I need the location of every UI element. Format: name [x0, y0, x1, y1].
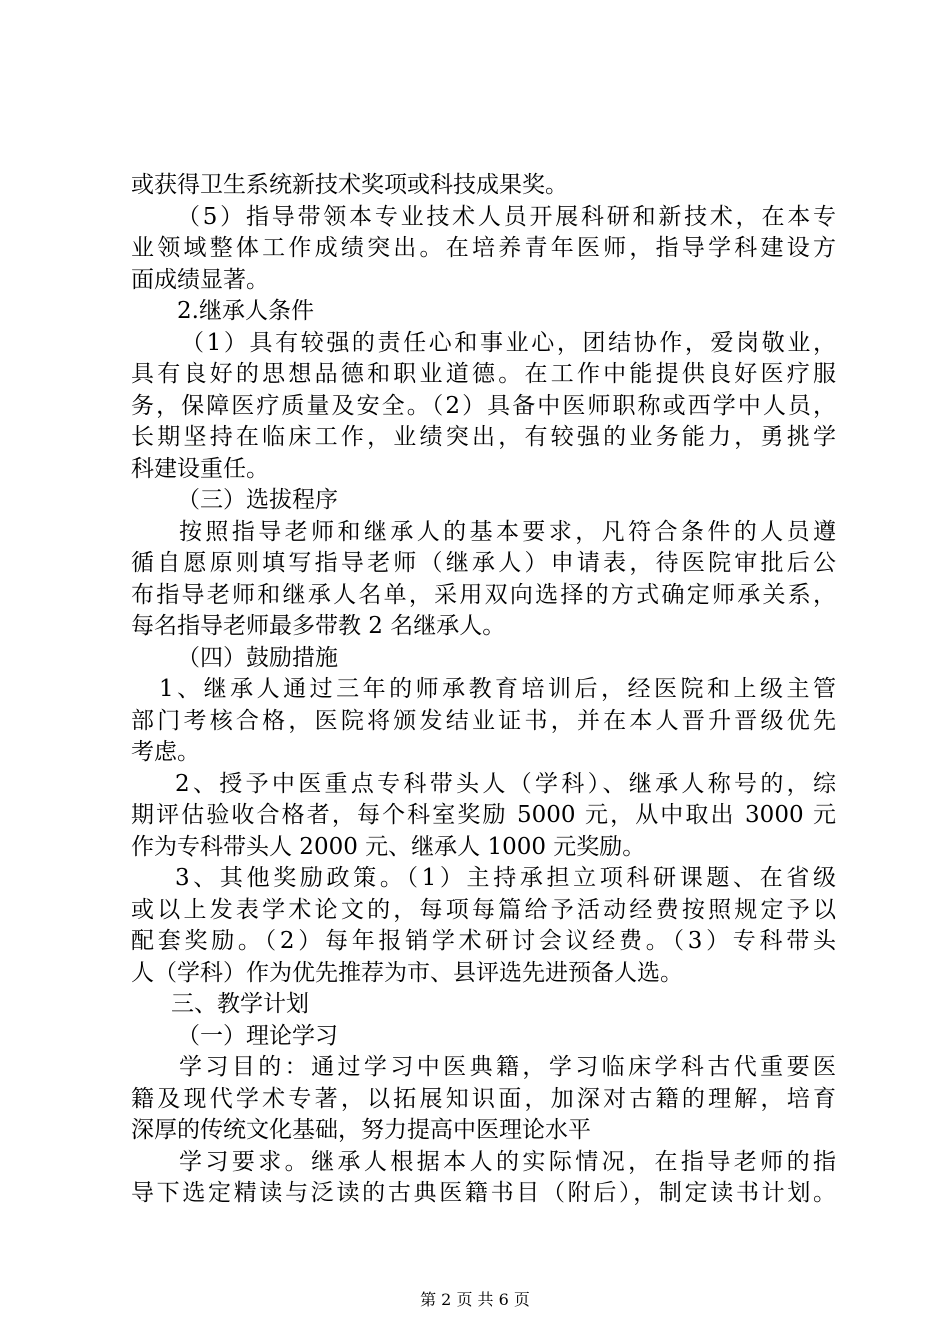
text-line: 科建设重任。	[131, 455, 269, 482]
text-line: 1、继承人通过三年的师承教育培训后，经医院和上级主管	[159, 676, 836, 702]
text-line: 或获得卫生系统新技术奖项或科技成果奖。	[131, 172, 568, 198]
section-heading: （一）理论学习	[177, 1022, 338, 1049]
text-line: 配套奖励。（2）每年报销学术研讨会议经费。（3）专科带头	[131, 928, 836, 954]
text-line: （5）指导带领本专业技术人员开展科研和新技术，在本专	[177, 203, 836, 230]
document-body	[131, 170, 836, 1210]
section-heading: 2.继承人条件	[177, 298, 314, 324]
text-line: 深厚的传统文化基础，努力提高中医理论水平	[131, 1117, 591, 1143]
text-line: 学习要求。继承人根据本人的实际情况，在指导老师的指	[179, 1148, 836, 1175]
section-heading: （四）鼓励措施	[177, 644, 338, 671]
text-line: 2、授予中医重点专科带头人（学科）、继承人称号的，综	[175, 770, 836, 797]
text-line: 业领域整体工作成绩突出。在培养青年医师，指导学科建设方	[131, 235, 836, 261]
text-line: 务，保障医疗质量及安全。（2）具备中医师职称或西学中人员，	[131, 392, 836, 419]
text-line: 作为专科带头人 2000 元、继承人 1000 元奖励。	[131, 833, 646, 860]
section-heading: （三）选拔程序	[177, 487, 338, 513]
text-line: 期评估验收合格者，每个科室奖励 5000 元，从中取出 3000 元	[131, 802, 836, 828]
text-line: 长期坚持在临床工作，业绩突出，有较强的业务能力，勇挑学	[131, 424, 836, 450]
text-line: 布指导老师和继承人名单，采用双向选择的方式确定师承关系，	[131, 581, 836, 608]
text-line: 3、其他奖励政策。（1）主持承担立项科研课题、在省级	[175, 865, 836, 891]
page-number-footer: 第 2 页 共 6 页	[420, 1290, 530, 1309]
text-line: 按照指导老师和继承人的基本要求，凡符合条件的人员遵	[179, 518, 836, 545]
text-line: 部门考核合格，医院将颁发结业证书，并在本人晋升晋级优先	[131, 707, 836, 734]
text-line: （1）具有较强的责任心和事业心，团结协作，爱岗敬业，	[181, 329, 836, 356]
text-line: 面成绩显著。	[131, 266, 269, 293]
text-line: 循自愿原则填写指导老师（继承人）申请表，待医院审批后公	[131, 550, 836, 576]
section-heading: 三、教学计划	[171, 991, 309, 1017]
text-line: 或以上发表学术论文的，每项每篇给予活动经费按照规定予以	[131, 896, 836, 923]
text-line: 导下选定精读与泛读的古典医籍书目（附后），制定读书计划。	[131, 1180, 836, 1206]
text-line: 具有良好的思想品德和职业道德。在工作中能提供良好医疗服	[131, 361, 836, 387]
text-line: 每名指导老师最多带教 2 名继承人。	[131, 613, 506, 639]
text-line: 考虑。	[131, 739, 200, 765]
text-line: 籍及现代学术专著，以拓展知识面，加深对古籍的理解，培育	[131, 1085, 836, 1112]
text-line: 学习目的：通过学习中医典籍，学习临床学科古代重要医	[179, 1054, 836, 1080]
text-line: 人（学科）作为优先推荐为市、县评选先进预备人选。	[131, 959, 683, 986]
